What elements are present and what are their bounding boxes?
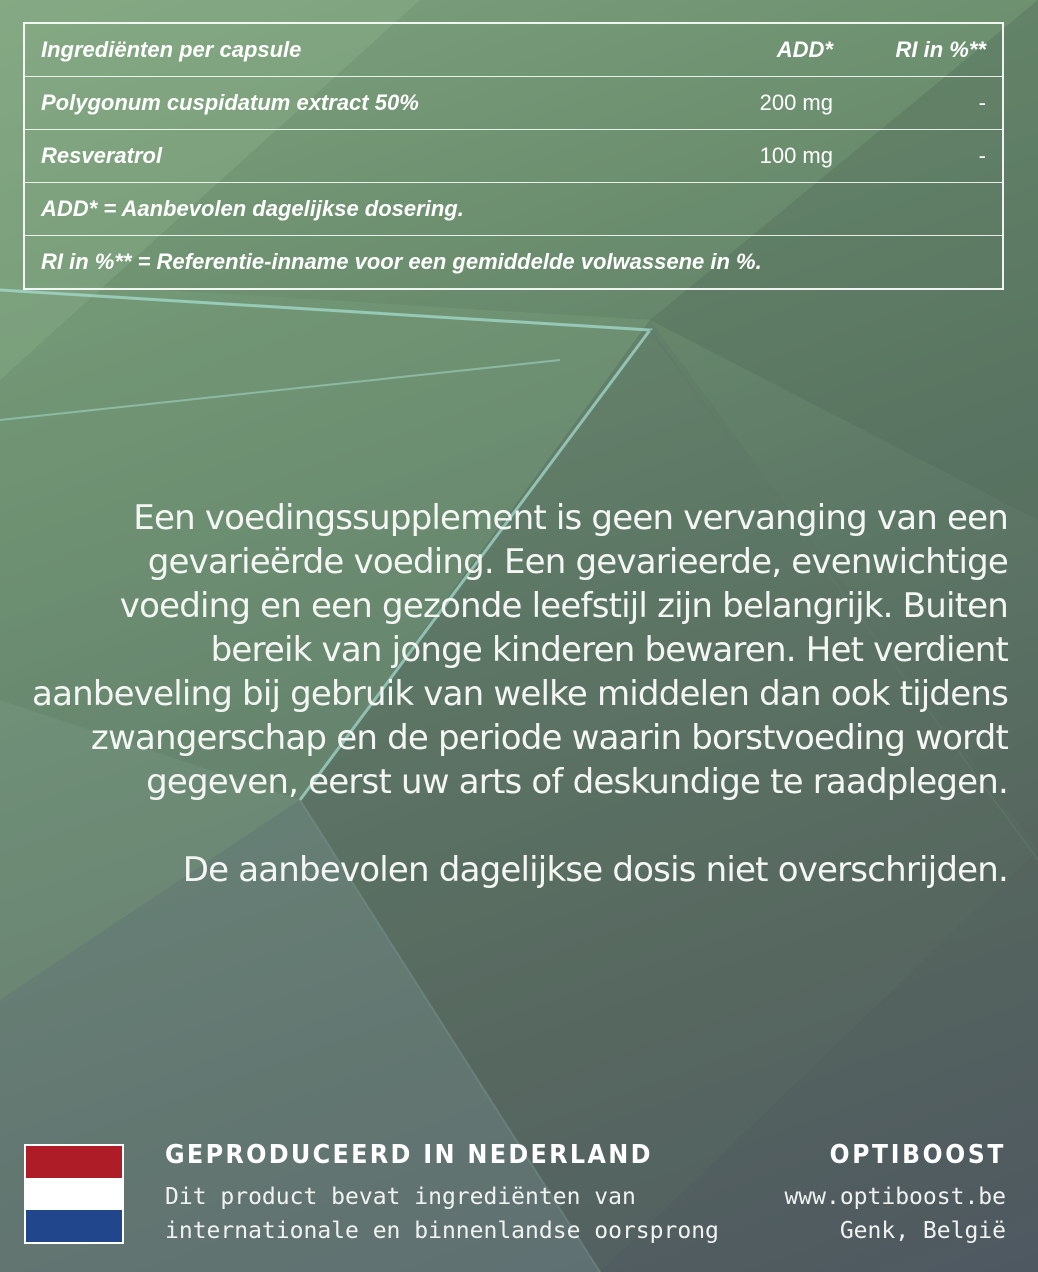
netherlands-flag-icon — [24, 1144, 124, 1244]
ingredient-name: Polygonum cuspidatum extract 50% — [24, 77, 617, 130]
table-row — [24, 77, 1003, 130]
brand-name: OPTIBOOST — [829, 1140, 1006, 1170]
nutrition-table — [23, 22, 1004, 290]
footnote-row — [24, 183, 1003, 236]
flag-stripe-blue — [26, 1210, 122, 1242]
ingredient-add: 100 mg — [617, 130, 849, 183]
origin-description — [165, 1180, 719, 1248]
flag-stripe-white — [26, 1178, 122, 1210]
notice-paragraph: Een voedingssupplement is geen vervanging van een gevarieërde voeding. Een gevarieerde, evenwichtige voeding en een gezonde leefstijl zijn belangrijk. Buiten bereik van jonge kinderen bewaren. Het verdient aanbeveling bij gebruik van welke middelen dan ook tijdens zwangerschap en de periode waarin borstvoeding wordt gegeven, eerst uw arts of deskundige te raadplegen. — [32, 498, 1008, 802]
table-row — [24, 130, 1003, 183]
ingredient-ri: - — [849, 130, 1003, 183]
brand-info — [784, 1180, 1006, 1248]
brand-website: www.optiboost.be — [784, 1184, 1006, 1210]
footnote-row — [24, 236, 1003, 290]
origin-title: GEPRODUCEERD IN NEDERLAND — [165, 1140, 653, 1170]
footnote-ri: RI in %** = Referentie-inname voor een gemiddelde volwassene in %. — [24, 236, 1003, 290]
dosage-warning: De aanbevolen dagelijkse dosis niet overschrijden. — [182, 850, 1008, 890]
brand-location: Genk, België — [839, 1218, 1006, 1244]
header-add: ADD* — [617, 23, 849, 77]
ingredient-add: 200 mg — [617, 77, 849, 130]
flag-stripe-red — [26, 1146, 122, 1178]
header-ri: RI in %** — [849, 23, 1003, 77]
ingredient-ri: - — [849, 77, 1003, 130]
table-header-row — [24, 23, 1003, 77]
supplement-notice — [18, 496, 1008, 892]
origin-line-2: internationale en binnenlandse oorsprong — [165, 1218, 719, 1244]
ingredient-name: Resveratrol — [24, 130, 617, 183]
origin-line-1: Dit product bevat ingrediënten van — [165, 1184, 636, 1210]
header-ingredient: Ingrediënten per capsule — [24, 23, 617, 77]
footnote-add: ADD* = Aanbevolen dagelijkse dosering. — [24, 183, 1003, 236]
